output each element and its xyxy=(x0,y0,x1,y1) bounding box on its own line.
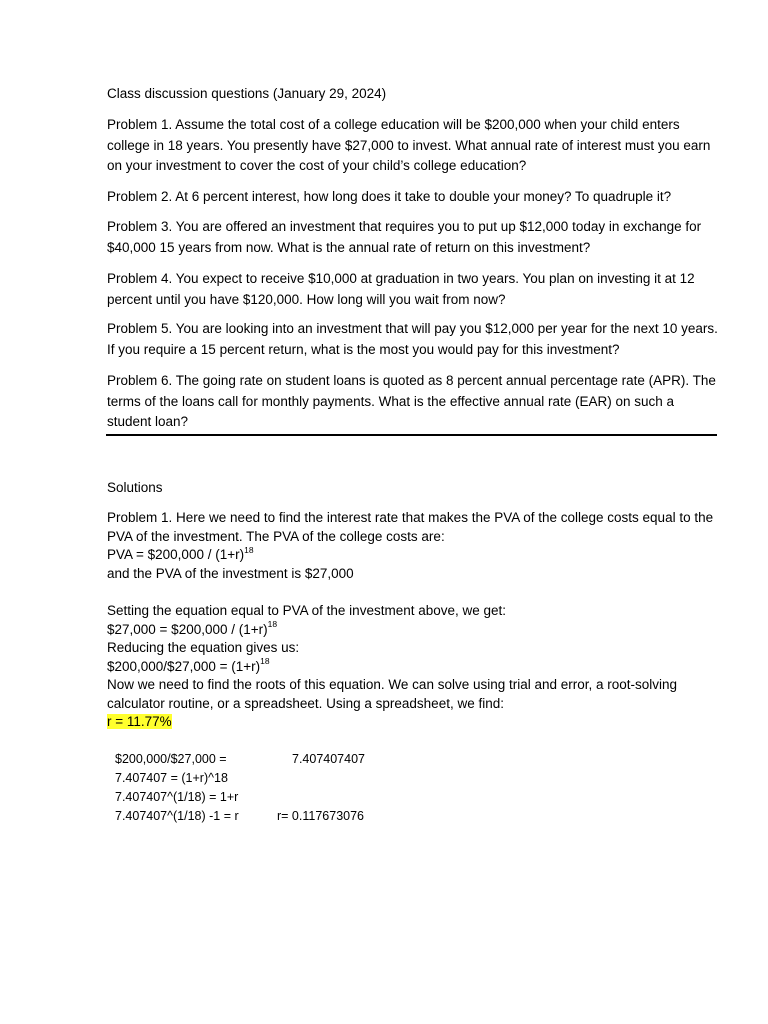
reduced-equation xyxy=(107,658,719,677)
reducing-text: Reducing the equation gives us: xyxy=(107,640,300,655)
solution-intro: Problem 1. Here we need to find the interest rate that makes the PVA of the college costs equal to the PVA of the investment. The PVA of the college costs are: xyxy=(107,510,714,544)
equation-base: $27,000 = $200,000 / (1+r) xyxy=(107,621,268,637)
calc-right: 7.407407407 xyxy=(292,752,365,766)
equation xyxy=(107,621,719,640)
calc-right: r= 0.117673076 xyxy=(277,809,364,823)
exponent: 18 xyxy=(260,656,270,666)
pva-investment-text: and the PVA of the investment is $27,000 xyxy=(107,565,354,581)
problem-1: Problem 1. Assume the total cost of a college education will be $200,000 when your child enters college in 18 years. You presently have $27,000 to invest. What annual rate of interest must you earn on your investment to cover the cost of your child’s college education? xyxy=(107,117,711,174)
calc-row xyxy=(115,788,415,807)
section-divider xyxy=(106,434,717,436)
problem-3: Problem 3. You are offered an investment that requires you to put up $12,000 today in exchange for $40,000 15 years from now. What is the annual rate of return on this investment? xyxy=(107,219,702,255)
spreadsheet-calculation xyxy=(115,750,415,826)
result-highlight: r = 11.77% xyxy=(107,714,172,729)
reduced-base: $200,000/$27,000 = (1+r) xyxy=(107,658,261,674)
calc-row xyxy=(115,750,415,769)
pva-costs-equation xyxy=(107,546,719,565)
calc-left: 7.407407^(1/18) -1 = r xyxy=(115,809,239,823)
calc-row xyxy=(115,769,415,788)
calc-left: 7.407407 = (1+r)^18 xyxy=(115,771,228,785)
roots-text: Now we need to find the roots of this equation. We can solve using trial and error, a root-solving calculator routine, or a spreadsheet. Using a spreadsheet, we find: xyxy=(107,677,678,711)
calc-row xyxy=(115,807,415,826)
problem-5: Problem 5. You are looking into an investment that will pay you $12,000 per year for the next 10 years. If you require a 15 percent return, what is the most you would pay for this investment? xyxy=(107,321,718,357)
result-line xyxy=(107,713,719,732)
pva-costs-base: PVA = $200,000 / (1+r) xyxy=(107,547,245,562)
solution-1-part-b xyxy=(107,602,719,732)
calc-left: 7.407407^(1/18) = 1+r xyxy=(115,790,239,804)
problem-6: Problem 6. The going rate on student loans is quoted as 8 percent annual percentage rate (APR). The terms of the loans call for monthly payments. What is the effective annual rate (EAR) on such a student loan? xyxy=(107,373,716,430)
document-title: Class discussion questions (January 29, 2024) xyxy=(107,86,387,101)
solution-1-part-a xyxy=(107,509,719,583)
problem-2: Problem 2. At 6 percent interest, how long does it take to double your money? To quadruple it? xyxy=(107,189,672,204)
setting-text: Setting the equation equal to PVA of the investment above, we get: xyxy=(107,603,507,618)
calc-left: $200,000/$27,000 = xyxy=(115,752,227,766)
exponent: 18 xyxy=(244,544,254,555)
solutions-heading: Solutions xyxy=(107,480,163,495)
exponent: 18 xyxy=(267,619,278,629)
problem-4: Problem 4. You expect to receive $10,000 at graduation in two years. You plan on investing it at 12 percent until you have $120,000. How long will you wait from now? xyxy=(107,271,695,307)
